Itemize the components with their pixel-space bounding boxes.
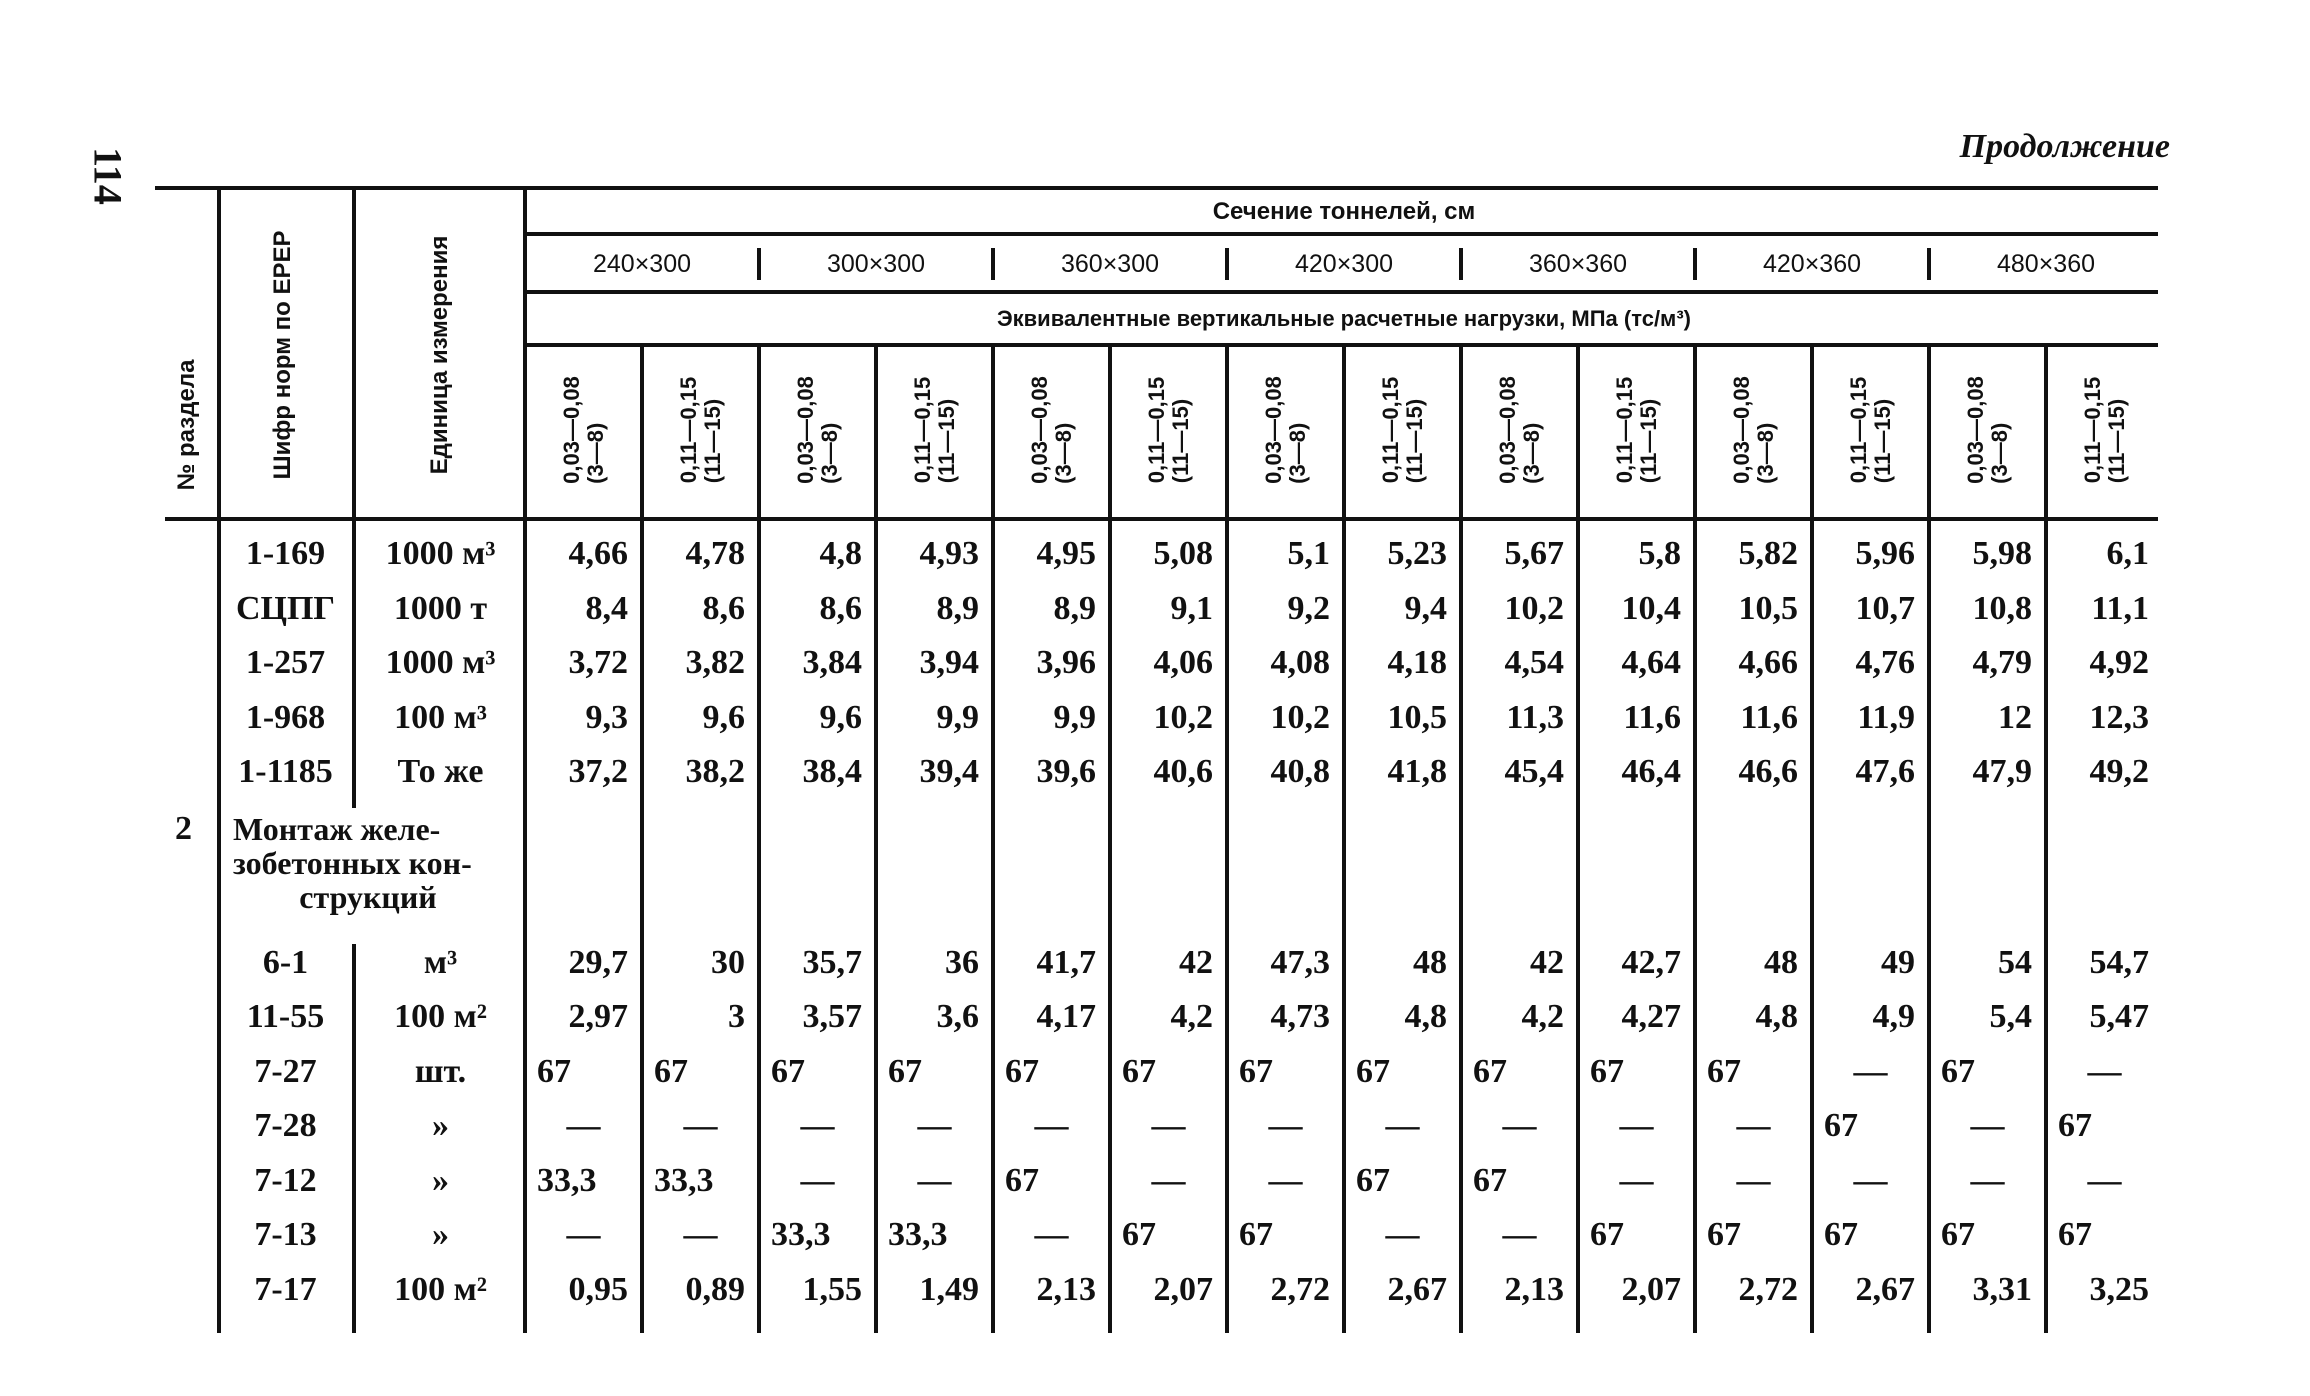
table-cell: 67: [654, 1052, 688, 1090]
vline-section-col: [217, 190, 221, 517]
vline-load-sep: [640, 347, 644, 517]
table-cell: 4,54: [1504, 644, 1564, 681]
table-cell: 67: [1824, 1107, 1858, 1144]
unit-of-measure: 100 м³: [394, 698, 487, 736]
table-cell: 9,9: [1053, 698, 1096, 736]
load-range-label: [1730, 376, 1778, 484]
table-cell: 67: [1122, 1216, 1156, 1253]
table-cell: 67: [888, 1052, 922, 1090]
vline-load-sep: [991, 347, 995, 517]
table-cell: 6,1: [2106, 535, 2149, 572]
table-cell: 8,6: [702, 589, 745, 627]
table-cell: 4,66: [1738, 644, 1798, 681]
table-cell: —: [2087, 1052, 2122, 1090]
table-cell: 10,2: [1153, 698, 1213, 736]
table-cell: 67: [537, 1052, 571, 1090]
load-range-label: [1028, 376, 1076, 484]
load-range-label: [1964, 376, 2012, 484]
unit-of-measure: »: [432, 1107, 449, 1144]
table-cell: —: [1268, 1161, 1303, 1199]
load-range-label: [1496, 376, 1544, 484]
table-cell: 5,96: [1855, 535, 1915, 572]
vline-body-data-start: [523, 521, 527, 1333]
vline-load-sep: [1108, 347, 1112, 517]
header-section-no: № раздела: [173, 359, 200, 491]
unit-of-measure: »: [432, 1216, 449, 1253]
table-cell: 37,2: [568, 753, 628, 790]
load-range-value: 0,11—0,15: [2079, 376, 2105, 484]
table-cell: 40,6: [1153, 753, 1213, 790]
vline-load-sep: [1459, 347, 1463, 517]
table-cell: 4,92: [2089, 644, 2149, 681]
table-cell: —: [1619, 1161, 1654, 1199]
table-cell: 4,08: [1270, 644, 1330, 681]
table-cell: 54,7: [2089, 943, 2149, 981]
table-cell: 48: [1764, 943, 1798, 981]
table-cell: 41,7: [1036, 943, 1096, 981]
table-cell: 11,3: [1506, 698, 1564, 736]
table-cell: —: [1034, 1107, 1069, 1144]
table-cell: 4,27: [1621, 998, 1681, 1035]
vline-body-sep: [991, 521, 995, 1333]
table-cell: 33,3: [654, 1161, 714, 1199]
tunnel-section-label: 300×300: [826, 250, 926, 278]
table-cell: 4,06: [1153, 644, 1213, 681]
table-cell: 46,6: [1738, 753, 1798, 790]
table-cell: —: [1502, 1216, 1537, 1253]
table-cell: 9,6: [819, 698, 862, 736]
load-range-value: 0,03—0,08: [1728, 376, 1754, 484]
table-cell: 5,23: [1387, 535, 1447, 572]
table-cell: —: [1385, 1107, 1420, 1144]
rule-header-end: [165, 517, 2158, 521]
table-cell: 2,13: [1504, 1270, 1564, 1308]
load-range-tcm: (11—15): [1869, 398, 1895, 484]
table-cell: 67: [1122, 1052, 1156, 1090]
load-range-value: 0,03—0,08: [792, 376, 818, 484]
table-cell: 3,31: [1972, 1270, 2032, 1308]
unit-of-measure: То же: [397, 753, 484, 790]
table-cell: —: [1385, 1216, 1420, 1253]
vline-body-sep: [1576, 521, 1580, 1333]
table-cell: 10,2: [1504, 589, 1564, 627]
norm-code: 7-28: [254, 1107, 317, 1144]
table-cell: 5,82: [1738, 535, 1798, 572]
table-cell: 4,79: [1972, 644, 2032, 681]
unit-of-measure: 1000 т: [393, 589, 488, 627]
load-range-value: 0,11—0,15: [1377, 376, 1403, 484]
table-cell: 3,96: [1036, 644, 1096, 681]
load-range-label: [1145, 377, 1193, 483]
table-cell: 4,17: [1036, 998, 1096, 1035]
vline-load-sep: [1927, 347, 1931, 517]
table-cell: —: [1970, 1161, 2005, 1199]
unit-of-measure: »: [432, 1161, 449, 1199]
header-tunnel-section: Сечение тоннелей, см: [1212, 198, 1476, 225]
table-cell: 67: [771, 1052, 805, 1090]
norm-code: 11-55: [246, 998, 325, 1035]
load-range-label: [2081, 377, 2129, 483]
vline-load-sep: [1576, 347, 1580, 517]
table-cell: 4,78: [685, 535, 745, 572]
table-cell: 8,9: [1053, 589, 1096, 627]
table-cell: 67: [1473, 1161, 1507, 1199]
table-cell: —: [1502, 1107, 1537, 1144]
vline-body-sep: [1927, 521, 1931, 1333]
table-cell: 4,8: [819, 535, 862, 572]
table-cell: 42: [1530, 943, 1564, 981]
header-equivalent-loads: Эквивалентные вертикальные расчетные нагрузки, МПа (тс/м³): [997, 306, 1691, 331]
load-range-tcm: (11—15): [2103, 398, 2129, 484]
table-cell: 2,72: [1270, 1270, 1330, 1308]
table-cell: 67: [2058, 1107, 2092, 1144]
norm-code: 7-27: [254, 1052, 317, 1090]
load-range-label: [1847, 377, 1895, 483]
table-cell: —: [917, 1161, 952, 1199]
table-cell: —: [1619, 1107, 1654, 1144]
table-cell: 67: [1590, 1216, 1624, 1253]
table-cell: 9,2: [1287, 589, 1330, 627]
table-cell: 4,95: [1036, 535, 1096, 572]
table-cell: —: [800, 1161, 835, 1199]
table-cell: 0,89: [685, 1270, 745, 1308]
table-cell: 10,5: [1387, 698, 1447, 736]
table-cell: 38,4: [802, 753, 862, 790]
table-cell: 67: [1590, 1052, 1624, 1090]
table-cell: 49: [1881, 943, 1915, 981]
table-cell: —: [2087, 1161, 2122, 1199]
table-cell: 4,64: [1621, 644, 1681, 681]
load-range-tcm: (3—8): [1752, 422, 1778, 484]
table-cell: 33,3: [771, 1216, 831, 1253]
norm-code: 6-1: [262, 943, 309, 981]
load-range-value: 0,03—0,08: [1962, 376, 1988, 484]
table-cell: 39,4: [919, 753, 979, 790]
table-cell: —: [683, 1216, 718, 1253]
load-range-tcm: (11—15): [1401, 398, 1427, 484]
norm-code: 1-968: [245, 698, 326, 736]
table-cell: 11,9: [1857, 698, 1915, 736]
continuation-label: Продолжение: [1959, 128, 2170, 165]
table-cell: 67: [1707, 1216, 1741, 1253]
table-cell: 47,3: [1270, 943, 1330, 981]
table-cell: 3,6: [936, 998, 979, 1035]
load-range-tcm: (3—8): [1986, 422, 2012, 484]
table-cell: 46,4: [1621, 753, 1681, 790]
load-range-value: 0,11—0,15: [1143, 376, 1169, 484]
table-cell: 3,84: [802, 644, 862, 681]
table-cell: 39,6: [1036, 753, 1096, 790]
load-range-tcm: (11—15): [933, 398, 959, 484]
vline-body-sep: [874, 521, 878, 1333]
vline-body-sep: [1225, 521, 1229, 1333]
norm-code: 1-1185: [238, 753, 333, 790]
table-cell: 11,6: [1740, 698, 1798, 736]
table-cell: 67: [1824, 1216, 1858, 1253]
vline-unit-col: [523, 190, 527, 517]
table-cell: 5,8: [1638, 535, 1681, 572]
group-title-line: Монтаж желе-: [233, 810, 441, 847]
vline-body-sep: [1342, 521, 1346, 1333]
table-cell: 3,25: [2089, 1270, 2149, 1308]
table-cell: 40,8: [1270, 753, 1330, 790]
vline-body-code: [217, 521, 221, 1333]
page-number: 114: [85, 147, 131, 205]
load-range-value: 0,03—0,08: [558, 376, 584, 484]
load-range-value: 0,11—0,15: [1611, 376, 1637, 484]
table-cell: 3: [728, 998, 745, 1035]
vline-load-sep: [2044, 347, 2048, 517]
data-table: [155, 180, 2150, 1365]
unit-of-measure: 1000 м³: [385, 644, 496, 681]
table-cell: —: [683, 1107, 718, 1144]
table-cell: 45,4: [1504, 753, 1564, 790]
table-cell: 9,1: [1170, 589, 1213, 627]
unit-of-measure: 100 м²: [394, 1270, 487, 1308]
table-cell: 36: [945, 943, 979, 981]
load-range-label: [677, 377, 725, 483]
load-range-tcm: (3—8): [1518, 422, 1544, 484]
table-cell: 4,8: [1755, 998, 1798, 1035]
header-norm-code: Шифр норм по ЕРЕР: [269, 230, 296, 480]
table-cell: 2,72: [1738, 1270, 1798, 1308]
tunnel-section-label: 240×300: [592, 250, 692, 278]
load-range-tcm: (11—15): [1635, 398, 1661, 484]
vline-body-sep: [1810, 521, 1814, 1333]
load-range-tcm: (3—8): [1050, 422, 1076, 484]
table-cell: 48: [1413, 943, 1447, 981]
vline-load-sep: [1810, 347, 1814, 517]
table-cell: 2,97: [568, 998, 628, 1035]
table-cell: 8,9: [936, 589, 979, 627]
load-range-tcm: (11—15): [1167, 398, 1193, 484]
table-cell: 33,3: [888, 1216, 948, 1253]
unit-of-measure: м³: [423, 943, 458, 981]
table-cell: 3,82: [685, 644, 745, 681]
table-cell: 1,55: [802, 1270, 862, 1308]
section-number: 2: [175, 809, 192, 847]
table-cell: 67: [1005, 1161, 1039, 1199]
table-cell: 4,66: [568, 535, 628, 572]
table-cell: 10,7: [1855, 589, 1915, 627]
table-cell: —: [1970, 1107, 2005, 1144]
table-cell: 2,67: [1387, 1270, 1447, 1308]
table-cell: 1,49: [919, 1270, 979, 1308]
rule-top: [155, 186, 2158, 190]
table-cell: 3,94: [919, 644, 979, 681]
table-cell: 8,4: [585, 589, 628, 627]
table-cell: 67: [2058, 1216, 2092, 1253]
load-range-label: [1262, 376, 1310, 484]
load-range-value: 0,03—0,08: [1494, 376, 1520, 484]
load-range-value: 0,11—0,15: [1845, 376, 1871, 484]
vline-body-unit-b: [352, 944, 356, 1334]
table-cell: 42: [1179, 943, 1213, 981]
table-cell: 8,6: [819, 589, 862, 627]
table-cell: 2,07: [1621, 1270, 1681, 1308]
table-cell: 67: [1941, 1216, 1975, 1253]
tunnel-section-label: 480×360: [1996, 250, 2096, 278]
load-range-tcm: (3—8): [816, 422, 842, 484]
table-cell: 5,67: [1504, 535, 1564, 572]
table-cell: 4,2: [1521, 998, 1564, 1035]
norm-code: 7-17: [254, 1270, 317, 1308]
unit-of-measure: 100 м²: [394, 998, 487, 1035]
vline-body-unit-a: [352, 521, 356, 808]
table-cell: 10,4: [1621, 589, 1681, 627]
vline-body-sep: [1693, 521, 1697, 1333]
load-range-tcm: (3—8): [1284, 422, 1310, 484]
table-cell: 33,3: [537, 1161, 597, 1199]
vline-body-sep: [757, 521, 761, 1333]
table-cell: 10,8: [1972, 589, 2032, 627]
load-range-tcm: (3—8): [582, 422, 608, 484]
vline-load-sep: [1693, 347, 1697, 517]
vline-load-sep: [757, 347, 761, 517]
table-cell: 38,2: [685, 753, 745, 790]
norm-code: 7-13: [254, 1216, 317, 1253]
table-cell: 9,6: [702, 698, 745, 736]
load-range-label: [911, 377, 959, 483]
table-cell: 67: [1239, 1052, 1273, 1090]
load-range-label: [560, 376, 608, 484]
table-cell: —: [1268, 1107, 1303, 1144]
table-cell: 9,4: [1404, 589, 1447, 627]
unit-of-measure: шт.: [414, 1052, 467, 1090]
unit-of-measure: 1000 м³: [385, 535, 496, 572]
table-cell: 54: [1998, 943, 2032, 981]
tunnel-section-label: 360×300: [1060, 250, 1160, 278]
table-cell: 5,4: [1989, 998, 2032, 1035]
vline-body-sep: [1108, 521, 1112, 1333]
group-title-line: зобетонных кон-: [233, 844, 472, 881]
norm-code: 1-169: [245, 535, 326, 572]
vline-load-sep: [1342, 347, 1346, 517]
load-range-value: 0,03—0,08: [1260, 376, 1286, 484]
table-cell: 5,08: [1153, 535, 1213, 572]
rule-sections: [525, 290, 2158, 294]
vline-code-col: [352, 190, 356, 517]
load-range-value: 0,11—0,15: [675, 376, 701, 484]
table-cell: 49,2: [2089, 753, 2149, 790]
load-range-value: 0,03—0,08: [1026, 376, 1052, 484]
table-cell: —: [800, 1107, 835, 1144]
table-cell: 2,13: [1036, 1270, 1096, 1308]
table-cell: 9,9: [936, 698, 979, 736]
vline-body-sep: [2044, 521, 2048, 1333]
table-cell: 67: [1356, 1161, 1390, 1199]
table-cell: —: [1034, 1216, 1069, 1253]
table-cell: —: [1736, 1107, 1771, 1144]
table-cell: —: [566, 1107, 601, 1144]
table-cell: 5,98: [1972, 535, 2032, 572]
table-cell: —: [1151, 1107, 1186, 1144]
load-range-label: [1379, 377, 1427, 483]
table-cell: 2,07: [1153, 1270, 1213, 1308]
table-cell: 30: [711, 943, 745, 981]
table-cell: 4,9: [1872, 998, 1915, 1035]
table-cell: 35,7: [802, 943, 862, 981]
table-cell: 4,93: [919, 535, 979, 572]
table-cell: 41,8: [1387, 753, 1447, 790]
tunnel-section-label: 420×360: [1762, 250, 1862, 278]
table-cell: 47,9: [1972, 753, 2032, 790]
table-cell: 3,57: [802, 998, 862, 1035]
load-range-value: 0,11—0,15: [909, 376, 935, 484]
table-cell: —: [1151, 1161, 1186, 1199]
table-cell: 67: [1005, 1052, 1039, 1090]
rule-section-title: [525, 232, 2158, 236]
table-cell: 11,1: [2091, 589, 2149, 627]
vline-load-sep: [1225, 347, 1229, 517]
load-range-tcm: (11—15): [699, 398, 725, 484]
norm-code: 1-257: [245, 644, 326, 681]
table-cell: 67: [1473, 1052, 1507, 1090]
table-cell: 10,2: [1270, 698, 1330, 736]
table-cell: 4,73: [1270, 998, 1330, 1035]
table-cell: 3,72: [568, 644, 628, 681]
norm-code: СЦПГ: [235, 589, 336, 627]
table-cell: 67: [1356, 1052, 1390, 1090]
table-cell: 42,7: [1621, 943, 1681, 981]
load-range-label: [1613, 377, 1661, 483]
vline-load-sep: [874, 347, 878, 517]
tunnel-section-label: 360×360: [1528, 250, 1628, 278]
table-cell: 4,18: [1387, 644, 1447, 681]
vline-body-sep: [1459, 521, 1463, 1333]
table-cell: 5,47: [2089, 998, 2149, 1035]
table-cell: 67: [1707, 1052, 1741, 1090]
table-cell: 0,95: [568, 1270, 628, 1308]
norm-code: 7-12: [254, 1161, 317, 1199]
table-cell: 47,6: [1855, 753, 1915, 790]
table-cell: —: [917, 1107, 952, 1144]
table-cell: 5,1: [1287, 535, 1330, 572]
table-cell: 4,76: [1855, 644, 1915, 681]
load-range-label: [794, 376, 842, 484]
table-cell: —: [566, 1216, 601, 1253]
table-cell: 9,3: [585, 698, 628, 736]
table-cell: 29,7: [568, 943, 628, 981]
header-unit: Единица измерения: [426, 235, 453, 475]
tunnel-section-label: 420×300: [1294, 250, 1394, 278]
vline-body-sep: [640, 521, 644, 1333]
table-cell: 12: [1998, 698, 2032, 736]
table-cell: 12,3: [2089, 698, 2149, 736]
group-title: [233, 812, 503, 914]
table-cell: 4,2: [1170, 998, 1213, 1035]
table-cell: 67: [1239, 1216, 1273, 1253]
table-cell: 11,6: [1623, 698, 1681, 736]
table-cell: —: [1853, 1052, 1888, 1090]
table-cell: 67: [1941, 1052, 1975, 1090]
table-cell: 10,5: [1738, 589, 1798, 627]
table-cell: —: [1853, 1161, 1888, 1199]
table-cell: 2,67: [1855, 1270, 1915, 1308]
table-cell: —: [1736, 1161, 1771, 1199]
group-title-line: струкций: [299, 878, 437, 915]
table-cell: 4,8: [1404, 998, 1447, 1035]
